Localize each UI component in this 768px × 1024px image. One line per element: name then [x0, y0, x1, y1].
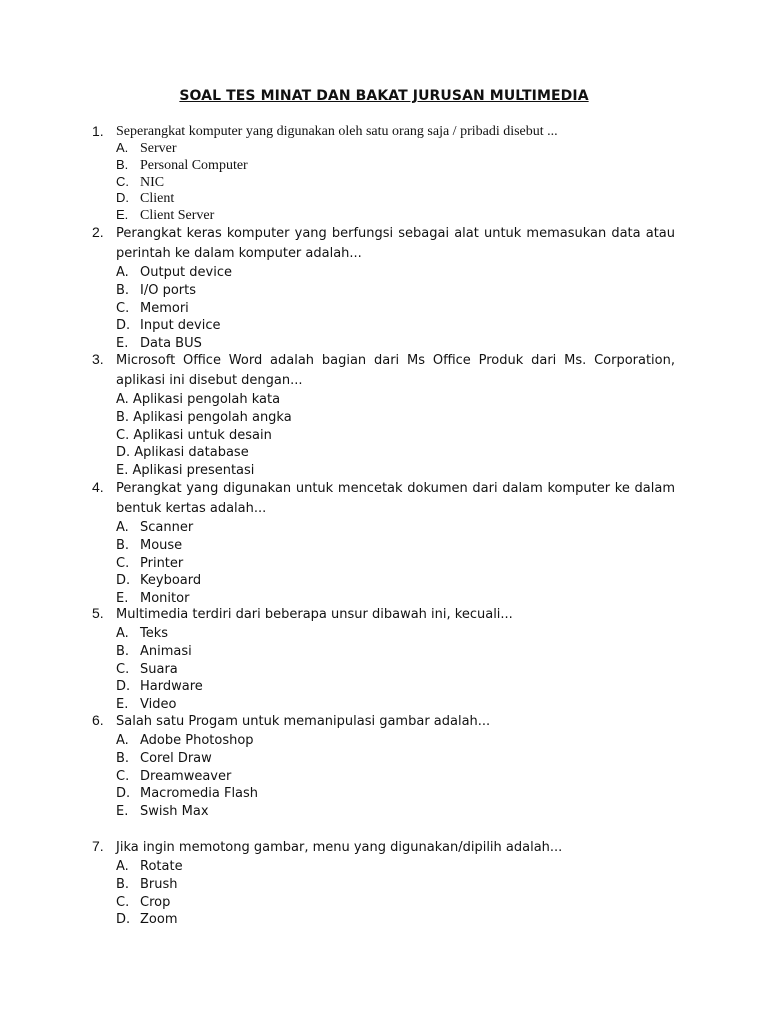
option-list: [116, 391, 675, 480]
question-text: Seperangkat komputer yang digunakan oleh satu orang saja / pribadi disebut ...: [116, 124, 558, 139]
question-1: [92, 123, 675, 224]
option-letter: B.: [116, 643, 130, 659]
option-letter: B.: [116, 750, 130, 766]
option-text: Zoom: [140, 912, 178, 928]
option: A. Aplikasi pengolah kata: [116, 392, 281, 407]
option-text: Personal Computer: [140, 157, 248, 173]
option: D. Aplikasi database: [116, 445, 249, 461]
question-text: Multimedia terdiri dari beberapa unsur dibawah ini, kecuali...: [116, 607, 513, 622]
option: [116, 803, 675, 821]
question-6: [92, 712, 675, 821]
option-text: I/O ports: [140, 282, 196, 298]
option: [116, 190, 675, 207]
option: [116, 572, 675, 590]
option-text: Scanner: [140, 520, 194, 535]
option: E. Aplikasi presentasi: [116, 463, 255, 479]
option: [116, 678, 675, 696]
option: [116, 768, 675, 786]
option: B. Aplikasi pengolah angka: [116, 409, 292, 425]
option-text: Teks: [140, 626, 169, 641]
option: [116, 282, 675, 300]
option: [116, 643, 675, 661]
option-text: Client Server: [140, 208, 215, 224]
option-text: Macromedia Flash: [140, 786, 259, 802]
option: [116, 537, 675, 555]
option-letter: D.: [116, 786, 131, 802]
option-letter: A.: [116, 733, 129, 748]
option-letter: E.: [116, 591, 129, 607]
option-letter: E.: [116, 207, 129, 223]
option-letter: C.: [116, 555, 130, 571]
option-letter: B.: [116, 876, 130, 892]
option-letter: E.: [116, 336, 129, 352]
option-list: [116, 264, 675, 353]
option-letter: A.: [116, 265, 129, 280]
option-text: Corel Draw: [140, 750, 212, 766]
option-list: [116, 858, 675, 929]
option-letter: A.: [116, 859, 129, 874]
option-text: Brush: [140, 876, 178, 892]
page-title: SOAL TES MINAT DAN BAKAT JURUSAN MULTIMEDIA: [179, 88, 589, 104]
question-number: 3.: [92, 351, 104, 367]
option-text: Swish Max: [140, 804, 209, 820]
option-letter: D.: [116, 912, 131, 928]
option-text: Memori: [140, 300, 189, 316]
option: [116, 157, 675, 174]
option-letter: B.: [116, 156, 129, 172]
option-letter: C.: [116, 300, 130, 316]
question-2: [92, 224, 675, 353]
question-4: [92, 479, 675, 608]
option-text: Video: [140, 697, 177, 713]
option-text: Keyboard: [140, 573, 202, 589]
question-7: [92, 838, 675, 929]
question-3: [92, 351, 675, 480]
option-list: [116, 732, 675, 821]
option: [116, 858, 675, 876]
question-text: Salah satu Progam untuk memanipulasi gambar adalah...: [116, 714, 491, 729]
option-list: [116, 625, 675, 714]
option: [116, 750, 675, 768]
option: [116, 140, 675, 157]
option-letter: E.: [116, 804, 129, 820]
option-list: [116, 519, 675, 608]
question-5: [92, 605, 675, 714]
option-text: Dreamweaver: [140, 768, 232, 784]
option-letter: D.: [116, 190, 129, 206]
option-text: Data BUS: [140, 336, 202, 352]
option: [116, 911, 675, 929]
question-number: 5.: [92, 605, 104, 621]
option-text: Server: [140, 141, 177, 156]
option-text: Suara: [140, 661, 178, 677]
option-text: Hardware: [140, 679, 203, 695]
question-text: Perangkat yang digunakan untuk mencetak dokumen dari dalam komputer ke dalam bentuk kertas adalah...: [116, 481, 675, 516]
option-text: Crop: [140, 894, 171, 910]
question-number: 4.: [92, 479, 104, 495]
option: [116, 876, 675, 894]
question-number: 6.: [92, 712, 104, 728]
option: [116, 785, 675, 803]
option: [116, 555, 675, 573]
option-letter: A.: [116, 140, 129, 155]
option-list: [116, 140, 675, 224]
question-text: Perangkat keras komputer yang berfungsi sebagai alat untuk memasukan data atau perintah ke dalam komputer adalah...: [116, 226, 675, 261]
option-letter: B.: [116, 282, 130, 298]
option-letter: A.: [116, 520, 129, 535]
option: [116, 264, 675, 282]
option-text: Mouse: [140, 537, 183, 553]
option: [116, 207, 675, 224]
option: [116, 174, 675, 191]
option-letter: C.: [116, 661, 130, 677]
option-letter: D.: [116, 318, 131, 334]
option-text: Rotate: [140, 859, 183, 874]
option-letter: A.: [116, 626, 129, 641]
question-number: 1.: [92, 123, 104, 139]
option-letter: C.: [116, 894, 130, 910]
option-text: NIC: [140, 174, 165, 190]
question-text: Jika ingin memotong gambar, menu yang digunakan/dipilih adalah...: [116, 840, 563, 855]
option-letter: D.: [116, 679, 131, 695]
option-text: Adobe Photoshop: [140, 733, 254, 748]
option-letter: E.: [116, 697, 129, 713]
option: [116, 300, 675, 318]
option: [116, 661, 675, 679]
option: [116, 519, 675, 537]
option: [116, 894, 675, 912]
option: C. Aplikasi untuk desain: [116, 427, 272, 443]
option-text: Input device: [140, 318, 221, 334]
option: [116, 317, 675, 335]
option-text: Printer: [140, 555, 184, 571]
question-number: 2.: [92, 224, 104, 240]
option: [116, 732, 675, 750]
option-letter: C.: [116, 173, 129, 189]
question-text: Microsoft Office Word adalah bagian dari Ms Office Produk dari Ms. Corporation, aplikasi ini disebut dengan...: [116, 353, 675, 388]
option-letter: B.: [116, 537, 130, 553]
option-text: Output device: [140, 265, 232, 280]
option-text: Animasi: [140, 643, 192, 659]
option: [116, 625, 675, 643]
option-text: Client: [140, 191, 175, 207]
option-text: Monitor: [140, 591, 190, 607]
option-letter: C.: [116, 768, 130, 784]
option-letter: D.: [116, 573, 131, 589]
question-number: 7.: [92, 838, 104, 854]
